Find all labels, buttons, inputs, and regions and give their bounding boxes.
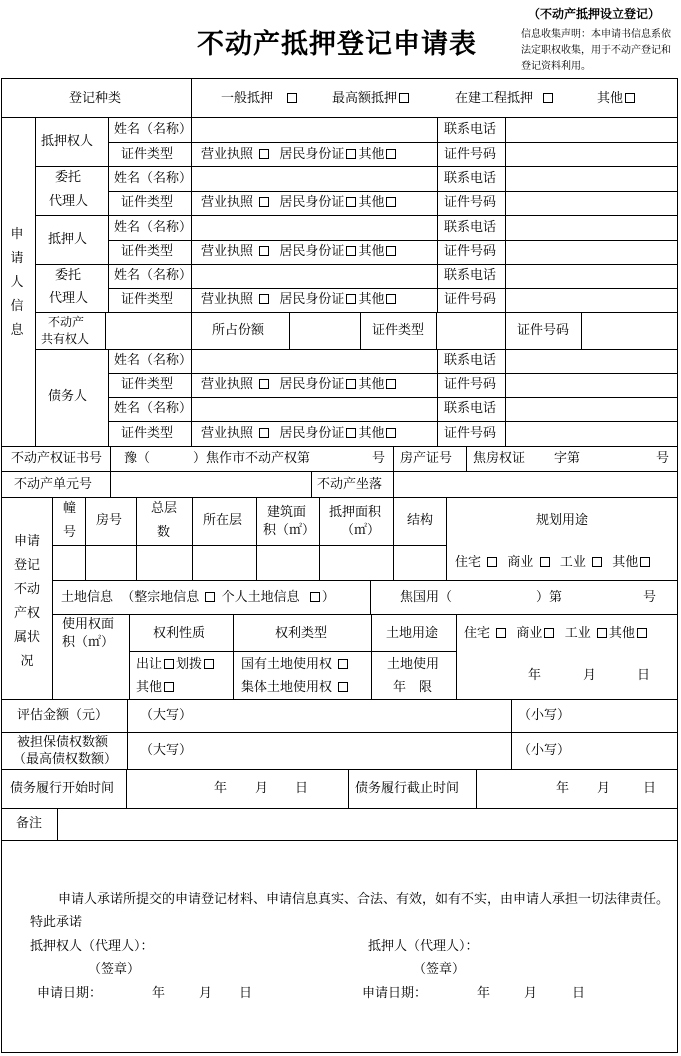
checkbox[interactable] <box>625 93 635 103</box>
option-label: 商业 <box>516 626 543 641</box>
option-label: 居民身份证 <box>279 377 345 392</box>
apply-date-label: 申请日期： <box>362 986 428 1001</box>
option-label: 一般抵押 <box>221 91 274 106</box>
id-type-label: 证件类型 <box>121 292 174 307</box>
option-label: 居民身份证 <box>279 244 345 259</box>
col-divider <box>289 312 290 349</box>
option-label: （整宗地信息 <box>121 590 200 605</box>
right-nature-label: 权利性质 <box>153 626 206 641</box>
row-divider <box>108 240 678 241</box>
option-label: 最高额抵押 <box>332 91 398 106</box>
name-label: 姓名（名称） <box>114 122 193 137</box>
checkbox[interactable] <box>259 197 269 207</box>
option-label: 居民身份证 <box>279 195 345 210</box>
col-divider <box>393 497 394 580</box>
checkbox[interactable] <box>544 628 554 638</box>
id-type-label: 证件类型 <box>121 147 174 162</box>
option-label: 商业 <box>507 555 534 570</box>
col-divider <box>393 471 394 497</box>
lower-case-label: （小写） <box>518 708 571 723</box>
secured-label-2: （最高债权数额） <box>13 752 118 767</box>
coowner-label-1: 不动产 <box>48 315 85 329</box>
col-divider <box>476 769 477 808</box>
agent-label-2: 代理人 <box>49 194 89 209</box>
building-label-1: 幢 <box>63 501 77 516</box>
option-label: 营业执照 <box>201 292 254 307</box>
option-label: 个人土地信息 <box>221 590 300 605</box>
contact-label: 联系电话 <box>444 401 497 416</box>
checkbox[interactable] <box>346 149 356 159</box>
option-label: 其他 <box>608 626 635 641</box>
building-label-2: 号 <box>63 525 77 540</box>
col-divider <box>466 446 467 471</box>
row-divider <box>1 732 678 733</box>
zi-di-label: 字第 <box>554 451 581 466</box>
option-label: 其他 <box>358 147 385 162</box>
cert-mid: ）焦作市不动产权第 <box>193 451 311 466</box>
upper-case-label: （大写） <box>140 743 193 758</box>
end-day: 日 <box>643 781 657 796</box>
col-divider <box>105 312 106 349</box>
id-number-label: 证件号码 <box>444 426 497 441</box>
row-divider <box>108 142 678 143</box>
cert-suffix: 号 <box>643 590 657 605</box>
option-label: 其他 <box>612 555 639 570</box>
state-land-option[interactable] <box>241 657 350 673</box>
option-label: 工业 <box>564 626 591 641</box>
term-year: 年 <box>528 668 542 683</box>
col-divider <box>511 699 512 769</box>
id-number-label: 证件号码 <box>444 195 497 210</box>
land-term-label-2: 年 限 <box>393 680 433 695</box>
sig-mortgagor-label: 抵押人（代理人）： <box>368 939 479 954</box>
col-divider <box>360 312 361 349</box>
property-status-label: 申请登记不动产权属状况 <box>13 534 40 669</box>
form-subtype: （不动产抵押设立登记） <box>528 7 661 21</box>
paren: ） <box>321 590 335 605</box>
name-label: 姓名（名称） <box>114 353 193 368</box>
row-divider <box>1 769 678 770</box>
col-divider <box>256 497 257 580</box>
id-type-label: 证件类型 <box>121 244 174 259</box>
date-day: 日 <box>239 986 253 1001</box>
land-term-label-1: 土地使用 <box>387 657 440 672</box>
col-divider <box>52 497 53 699</box>
row-divider <box>108 421 678 422</box>
jiao-guo-label: 焦国用（ <box>400 590 453 605</box>
col-divider <box>233 614 234 699</box>
row-divider <box>35 349 678 350</box>
checkbox[interactable] <box>346 294 356 304</box>
col-divider <box>127 699 128 769</box>
id-type-options[interactable] <box>201 292 398 308</box>
agent-label-1: 委托 <box>55 268 82 283</box>
applicant-info-label: 申请人信息 <box>10 227 24 338</box>
option-label: 划拨 <box>176 657 203 672</box>
house-cert-label: 房产证号 <box>400 451 453 466</box>
agent-label-2: 代理人 <box>49 291 89 306</box>
end-year: 年 <box>556 781 570 796</box>
option-label: 营业执照 <box>201 244 254 259</box>
mortgagee-label: 抵押权人 <box>41 134 94 149</box>
unit-no-label: 不动产单元号 <box>14 477 93 492</box>
col-divider <box>348 769 349 808</box>
pledge-close: 特此承诺 <box>30 915 83 930</box>
col-divider <box>85 497 86 580</box>
col-divider <box>57 808 58 840</box>
structure-label: 结构 <box>407 513 434 528</box>
option-label: 其他 <box>136 680 163 695</box>
right-type-label: 权利类型 <box>275 626 328 641</box>
col-divider <box>126 769 127 808</box>
row-divider <box>52 614 678 615</box>
id-number-label: 证件号码 <box>444 377 497 392</box>
col-divider <box>136 497 137 580</box>
upper-case-label: （大写） <box>140 708 193 723</box>
apply-date-label: 申请日期： <box>37 986 103 1001</box>
option-label: 其他 <box>358 426 385 441</box>
start-year: 年 <box>214 781 228 796</box>
col-divider <box>436 312 437 349</box>
col-divider <box>581 312 582 349</box>
id-type-options[interactable] <box>201 195 398 211</box>
id-type-label: 证件类型 <box>372 323 425 338</box>
contact-label: 联系电话 <box>444 353 497 368</box>
col-divider <box>437 349 438 446</box>
nature-options[interactable] <box>136 657 216 673</box>
row-divider <box>108 288 678 289</box>
row-divider <box>52 580 678 581</box>
col-divider <box>370 580 371 614</box>
cert-suffix: 号 <box>656 451 670 466</box>
checkbox[interactable] <box>259 149 269 159</box>
row-divider <box>1 840 678 841</box>
page-title: 不动产抵押登记申请表 <box>197 29 477 60</box>
col-divider <box>191 312 192 349</box>
debt-end-label: 债务履行截止时间 <box>355 781 460 796</box>
col-divider <box>108 117 109 312</box>
checkbox[interactable] <box>386 246 396 256</box>
checkbox[interactable] <box>487 557 497 567</box>
row-divider <box>52 545 446 546</box>
checkbox[interactable] <box>597 628 607 638</box>
col-divider <box>437 117 438 312</box>
start-month: 月 <box>255 781 269 796</box>
col-divider <box>110 446 111 497</box>
mort-area-label-2: （㎡） <box>341 523 381 538</box>
checkbox[interactable] <box>592 557 602 567</box>
sig-mortgagee-label: 抵押权人（代理人）： <box>30 939 154 954</box>
cert-prefix: 豫（ <box>124 451 151 466</box>
checkbox[interactable] <box>259 379 269 389</box>
coowner-label-2: 共有权人 <box>41 332 90 346</box>
row-divider <box>108 373 678 374</box>
option-label: 其他 <box>358 244 385 259</box>
land-use-label: 土地用途 <box>386 626 439 641</box>
debt-start-label: 债务履行开始时间 <box>10 781 115 796</box>
name-label: 姓名（名称） <box>114 220 193 235</box>
checkbox[interactable] <box>164 659 174 669</box>
col-divider <box>456 614 457 699</box>
option-construction[interactable] <box>455 91 555 107</box>
checkbox[interactable] <box>287 93 297 103</box>
option-label: 集体土地使用权 <box>241 680 333 695</box>
cert-suffix: 号 <box>372 451 386 466</box>
nature-other[interactable] <box>136 680 176 696</box>
mort-area-label-1: 抵押面积 <box>329 505 382 520</box>
share-label: 所占份额 <box>212 323 265 338</box>
end-month: 月 <box>597 781 611 796</box>
date-month: 月 <box>524 986 538 1001</box>
option-label: 在建工程抵押 <box>455 91 534 106</box>
checkbox[interactable] <box>310 592 320 602</box>
term-month: 月 <box>583 668 597 683</box>
option-other[interactable] <box>597 91 637 107</box>
id-type-label: 证件类型 <box>121 377 174 392</box>
floor-label: 所在层 <box>203 513 243 528</box>
checkbox[interactable] <box>204 659 214 669</box>
id-type-options[interactable] <box>201 377 398 393</box>
row-divider <box>129 651 456 652</box>
option-label: 其他 <box>358 195 385 210</box>
checkbox[interactable] <box>346 428 356 438</box>
option-label: 其他 <box>358 292 385 307</box>
location-label: 不动产坐落 <box>317 477 383 492</box>
land-info-row[interactable] <box>61 590 335 606</box>
col-divider <box>108 349 109 446</box>
row-divider <box>1 808 678 809</box>
id-number-label: 证件号码 <box>444 147 497 162</box>
option-label: 营业执照 <box>201 377 254 392</box>
date-month: 月 <box>199 986 213 1001</box>
seal-label: （签章） <box>88 962 141 977</box>
row-divider <box>1 446 678 447</box>
total-floors-label-1: 总层 <box>151 501 178 516</box>
checkbox[interactable] <box>205 592 215 602</box>
name-label: 姓名（名称） <box>114 268 193 283</box>
col-divider <box>446 497 447 580</box>
row-divider <box>35 166 678 167</box>
checkbox[interactable] <box>496 628 506 638</box>
info-notice: 信息收集声明：本申请书信息系依法定职权收集，用于不动产登记和登记资料利用。 <box>521 29 671 72</box>
id-type-options[interactable] <box>201 244 398 260</box>
collective-land-option[interactable] <box>241 680 350 696</box>
start-day: 日 <box>295 781 309 796</box>
col-divider <box>371 614 372 699</box>
jiao-fang-label: 焦房权证 <box>473 451 526 466</box>
remarks-label: 备注 <box>16 816 43 831</box>
option-label: 营业执照 <box>201 426 254 441</box>
date-day: 日 <box>572 986 586 1001</box>
checkbox[interactable] <box>386 294 396 304</box>
date-year: 年 <box>152 986 166 1001</box>
checkbox[interactable] <box>259 294 269 304</box>
land-info-label: 土地信息 <box>61 590 114 605</box>
checkbox[interactable] <box>543 93 553 103</box>
debtor-label: 债务人 <box>48 389 88 404</box>
id-type-label: 证件类型 <box>121 426 174 441</box>
option-max[interactable] <box>332 91 411 107</box>
jiao-guo-di-label: ）第 <box>536 590 563 605</box>
row-divider <box>108 397 678 398</box>
checkbox[interactable] <box>259 428 269 438</box>
col-divider <box>393 446 394 471</box>
checkbox[interactable] <box>540 557 550 567</box>
appraisal-label: 评估金额（元） <box>17 708 109 723</box>
option-label: 营业执照 <box>201 147 254 162</box>
col-divider <box>35 117 36 446</box>
total-floors-label-2: 数 <box>157 525 171 540</box>
contact-label: 联系电话 <box>444 122 497 137</box>
col-divider <box>319 497 320 580</box>
checkbox[interactable] <box>346 379 356 389</box>
checkbox[interactable] <box>338 659 348 669</box>
row-divider <box>1 497 678 498</box>
col-divider <box>129 614 130 699</box>
cert-no-label: 不动产权证书号 <box>11 451 103 466</box>
option-label: 出让 <box>136 657 163 672</box>
build-area-label-2: 积（㎡） <box>263 523 316 538</box>
seal-label: （签章） <box>413 962 466 977</box>
use-area-label-1: 使用权面 <box>62 617 115 632</box>
option-label: 其他 <box>597 91 624 106</box>
registration-type-label: 登记种类 <box>69 91 122 106</box>
checkbox[interactable] <box>346 246 356 256</box>
secured-label-1: 被担保债权数额 <box>17 735 109 750</box>
option-label: 居民身份证 <box>279 292 345 307</box>
id-number-label: 证件号码 <box>444 244 497 259</box>
option-label: 国有土地使用权 <box>241 657 333 672</box>
checkbox[interactable] <box>637 628 647 638</box>
checkbox[interactable] <box>338 682 348 692</box>
col-divider <box>505 312 506 349</box>
date-year: 年 <box>477 986 491 1001</box>
row-divider <box>35 264 678 265</box>
row-divider <box>35 215 678 216</box>
col-divider <box>191 78 192 117</box>
id-number-label: 证件号码 <box>444 292 497 307</box>
id-type-label: 证件类型 <box>121 195 174 210</box>
id-type-options[interactable] <box>201 147 398 163</box>
use-area-label-2: 积（㎡） <box>62 635 115 650</box>
land-use-options[interactable] <box>464 626 649 642</box>
id-type-options[interactable] <box>201 426 398 442</box>
col-divider <box>505 349 506 446</box>
checkbox[interactable] <box>164 682 174 692</box>
option-label: 居民身份证 <box>279 147 345 162</box>
row-divider <box>108 191 678 192</box>
col-divider <box>192 497 193 580</box>
row-divider <box>1 699 678 700</box>
col-divider <box>505 117 506 312</box>
checkbox[interactable] <box>386 197 396 207</box>
option-label: 工业 <box>559 555 586 570</box>
planned-use-label: 规划用途 <box>536 513 589 528</box>
checkbox[interactable] <box>346 197 356 207</box>
planned-use-options[interactable] <box>455 555 652 571</box>
option-label: 居民身份证 <box>279 426 345 441</box>
checkbox[interactable] <box>399 93 409 103</box>
id-number-label: 证件号码 <box>517 323 570 338</box>
build-area-label-1: 建筑面 <box>267 505 307 520</box>
agent-label-1: 委托 <box>55 170 82 185</box>
contact-label: 联系电话 <box>444 268 497 283</box>
row-divider <box>1 471 678 472</box>
col-divider <box>311 471 312 497</box>
checkbox[interactable] <box>386 149 396 159</box>
checkbox[interactable] <box>259 246 269 256</box>
contact-label: 联系电话 <box>444 220 497 235</box>
checkbox[interactable] <box>386 379 396 389</box>
option-label: 住宅 <box>455 555 482 570</box>
pledge-text: 申请人承诺所提交的申请登记材料、申请信息真实、合法、有效，如有不实，由申请人承担一切法律责任。 <box>58 892 670 907</box>
checkbox[interactable] <box>640 557 650 567</box>
row-divider <box>1 117 678 118</box>
mortgagor-label: 抵押人 <box>48 232 88 247</box>
name-label: 姓名（名称） <box>114 401 193 416</box>
option-label: 营业执照 <box>201 195 254 210</box>
lower-case-label: （小写） <box>518 743 571 758</box>
option-general[interactable] <box>221 91 299 107</box>
term-day: 日 <box>637 668 651 683</box>
checkbox[interactable] <box>386 428 396 438</box>
name-label: 姓名（名称） <box>114 171 193 186</box>
option-label: 其他 <box>358 377 385 392</box>
contact-label: 联系电话 <box>444 171 497 186</box>
option-label: 住宅 <box>464 626 491 641</box>
room-no-label: 房号 <box>96 513 123 528</box>
